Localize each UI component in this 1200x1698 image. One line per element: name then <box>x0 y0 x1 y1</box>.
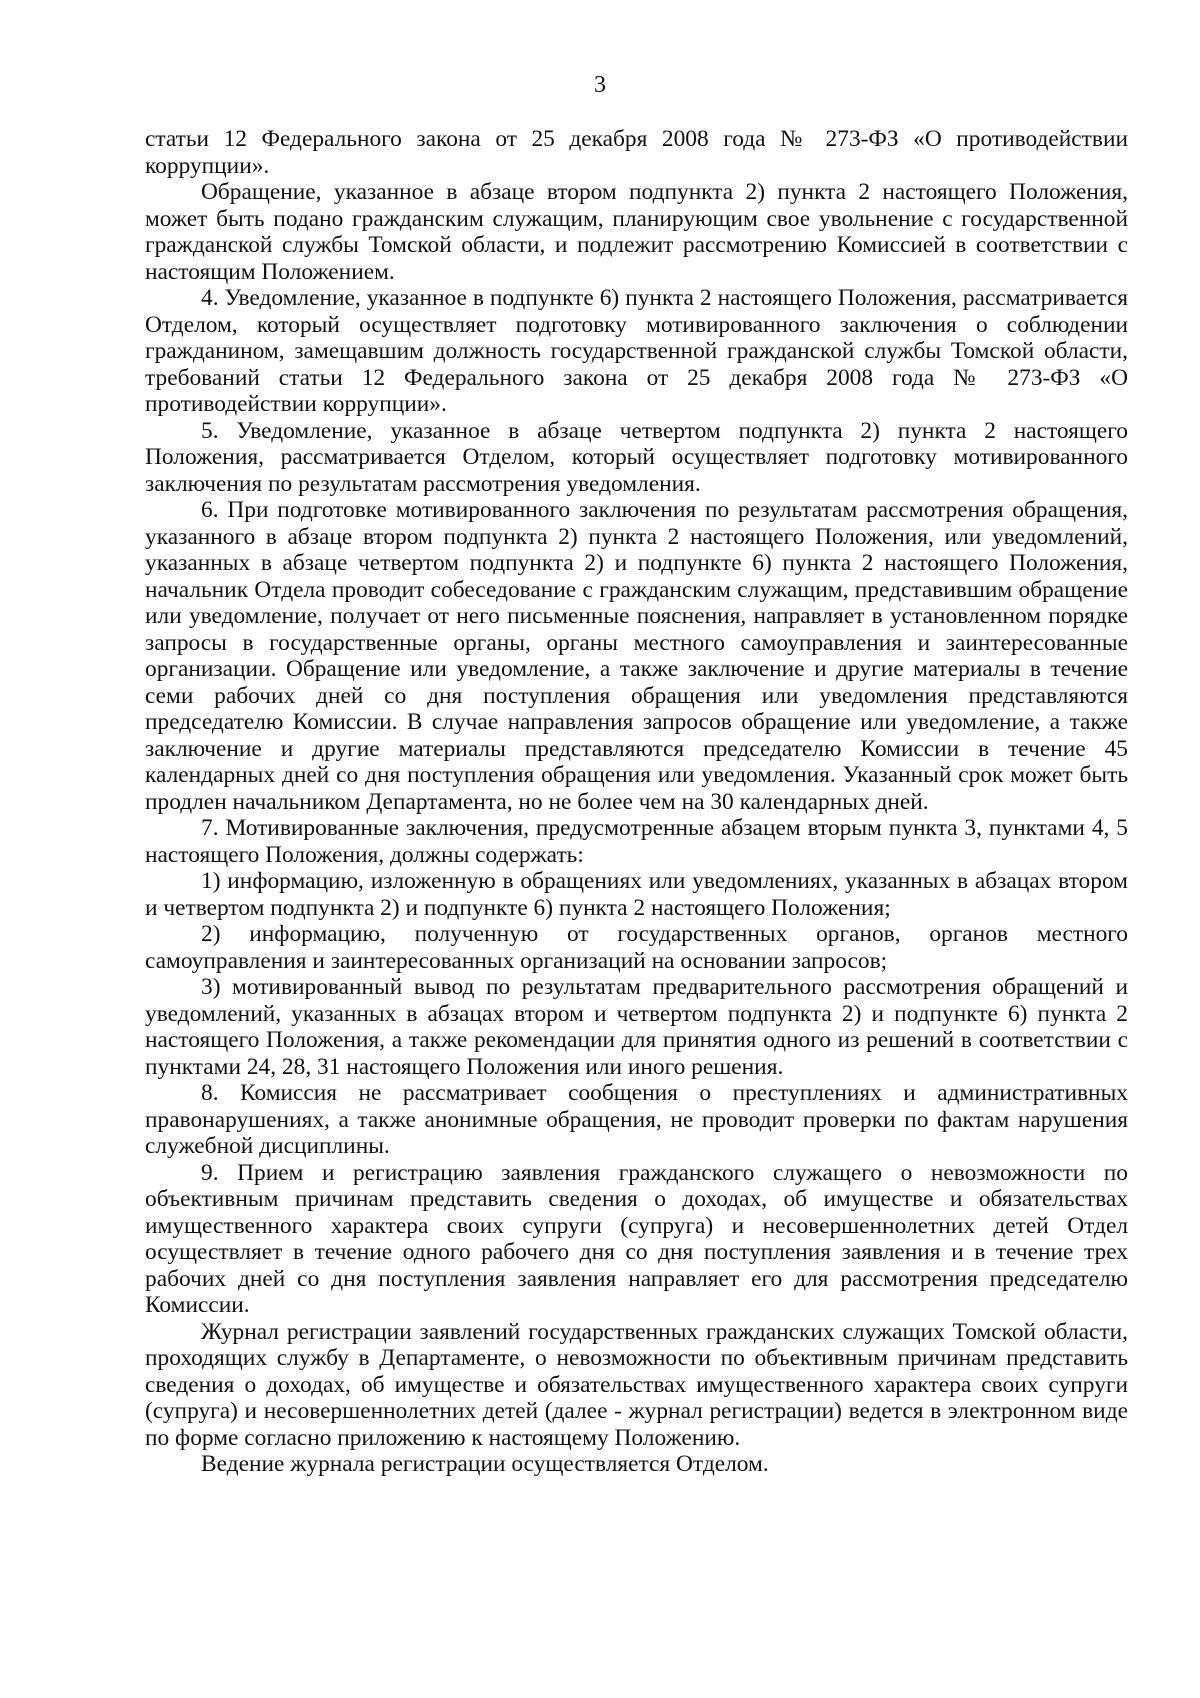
paragraph-item-4: 4. Уведомление, указанное в подпункте 6) пункта 2 настоящего Положения, рассматривается Отделом, который осуществляет подготовку мотивированного заключения о соблюдении гражданином, замещавшим должность государственной гражданской службы Томской области, требований статьи 12 Федерального закона от 25 декабря 2008 года № 273-ФЗ «О противодействии коррупции». <box>145 285 1128 417</box>
paragraph-item-9: 9. Прием и регистрацию заявления гражданского служащего о невозможности по объективным причинам представить сведения о доходах, об имуществе и обязательствах имущественного характера своих супруги (супруга) и несовершеннолетних детей Отдел осуществляет в течение одного рабочего дня со дня поступления заявления и в течение трех рабочих дней со дня поступления заявления направляет его для рассмотрения председателю Комиссии. <box>145 1159 1128 1318</box>
paragraph-journal-maintenance: Ведение журнала регистрации осуществляется Отделом. <box>201 1451 769 1477</box>
paragraph-item-7-sub-2: 2) информацию, полученную от государственных органов, органов местного самоуправления и заинтересованных организаций на основании запросов; <box>145 921 1128 974</box>
paragraph-item-8: 8. Комиссия не рассматривает сообщения о преступлениях и административных правонарушениях, а также анонимные обращения, не проводит проверки по фактам нарушения служебной дисциплины. <box>145 1080 1128 1159</box>
paragraph-item-5: 5. Уведомление, указанное в абзаце четвертом подпункта 2) пункта 2 настоящего Положения, рассматривается Отделом, который осуществляет подготовку мотивированного заключения по результатам рассмотрения уведомления. <box>145 417 1128 497</box>
paragraph-item-7-sub-1: 1) информацию, изложенную в обращениях или уведомлениях, указанных в абзацах втором и четвертом подпункта 2) и подпункте 6) пункта 2 настоящего Положения; <box>145 868 1128 921</box>
paragraph-continuation: статьи 12 Федерального закона от 25 декабря 2008 года № 273-ФЗ «О противодействии коррупции». <box>145 126 1128 179</box>
paragraph-registration-journal: Журнал регистрации заявлений государственных гражданских служащих Томской области, проходящих службу в Департаменте, о невозможности по объективным причинам представить сведения о доходах, об имуществе и обязательствах имущественного характера своих супруги (супруга) и несовершеннолетних детей (далее - журнал регистрации) ведется в электронном виде по форме согласно приложению к настоящему Положению. <box>145 1318 1128 1451</box>
document-body <box>145 126 1128 1478</box>
page-number: 3 <box>594 72 606 98</box>
paragraph-item-7-sub-3: 3) мотивированный вывод по результатам предварительного рассмотрения обращений и уведомлений, указанных в абзацах втором и четвертом подпункта 2) и подпункте 6) пункта 2 настоящего Положения, а также рекомендации для принятия одного из решений в соответствии с пунктами 24, 28, 31 настоящего Положения или иного решения. <box>145 974 1128 1080</box>
paragraph-item-6: 6. При подготовке мотивированного заключения по результатам рассмотрения обращения, указанного в абзаце втором подпункта 2) пункта 2 настоящего Положения, или уведомлений, указанных в абзаце четвертом подпункта 2) и подпункте 6) пункта 2 настоящего Положения, начальник Отдела проводит собеседование с гражданским служащим, представившим обращение или уведомление, получает от него письменные пояснения, направляет в установленном порядке запросы в государственные органы, органы местного самоуправления и заинтересованные организации. Обращение или уведомление, а также заключение и другие материалы в течение семи рабочих дней со дня поступления обращения или уведомления представляются председателю Комиссии. В случае направления запросов обращение или уведомление, а также заключение и другие материалы представляются председателю Комиссии в течение 45 календарных дней со дня поступления обращения или уведомления. Указанный срок может быть продлен начальником Департамента, но не более чем на 30 календарных дней. <box>145 497 1128 815</box>
paragraph-item-7: 7. Мотивированные заключения, предусмотренные абзацем вторым пункта 3, пунктами 4, 5 настоящего Положения, должны содержать: <box>145 815 1128 868</box>
paragraph-appeal-note: Обращение, указанное в абзаце втором подпункта 2) пункта 2 настоящего Положения, может быть подано гражданским служащим, планирующим свое увольнение с государственной гражданской службы Томской области, и подлежит рассмотрению Комиссией в соответствии с настоящим Положением. <box>145 179 1128 285</box>
